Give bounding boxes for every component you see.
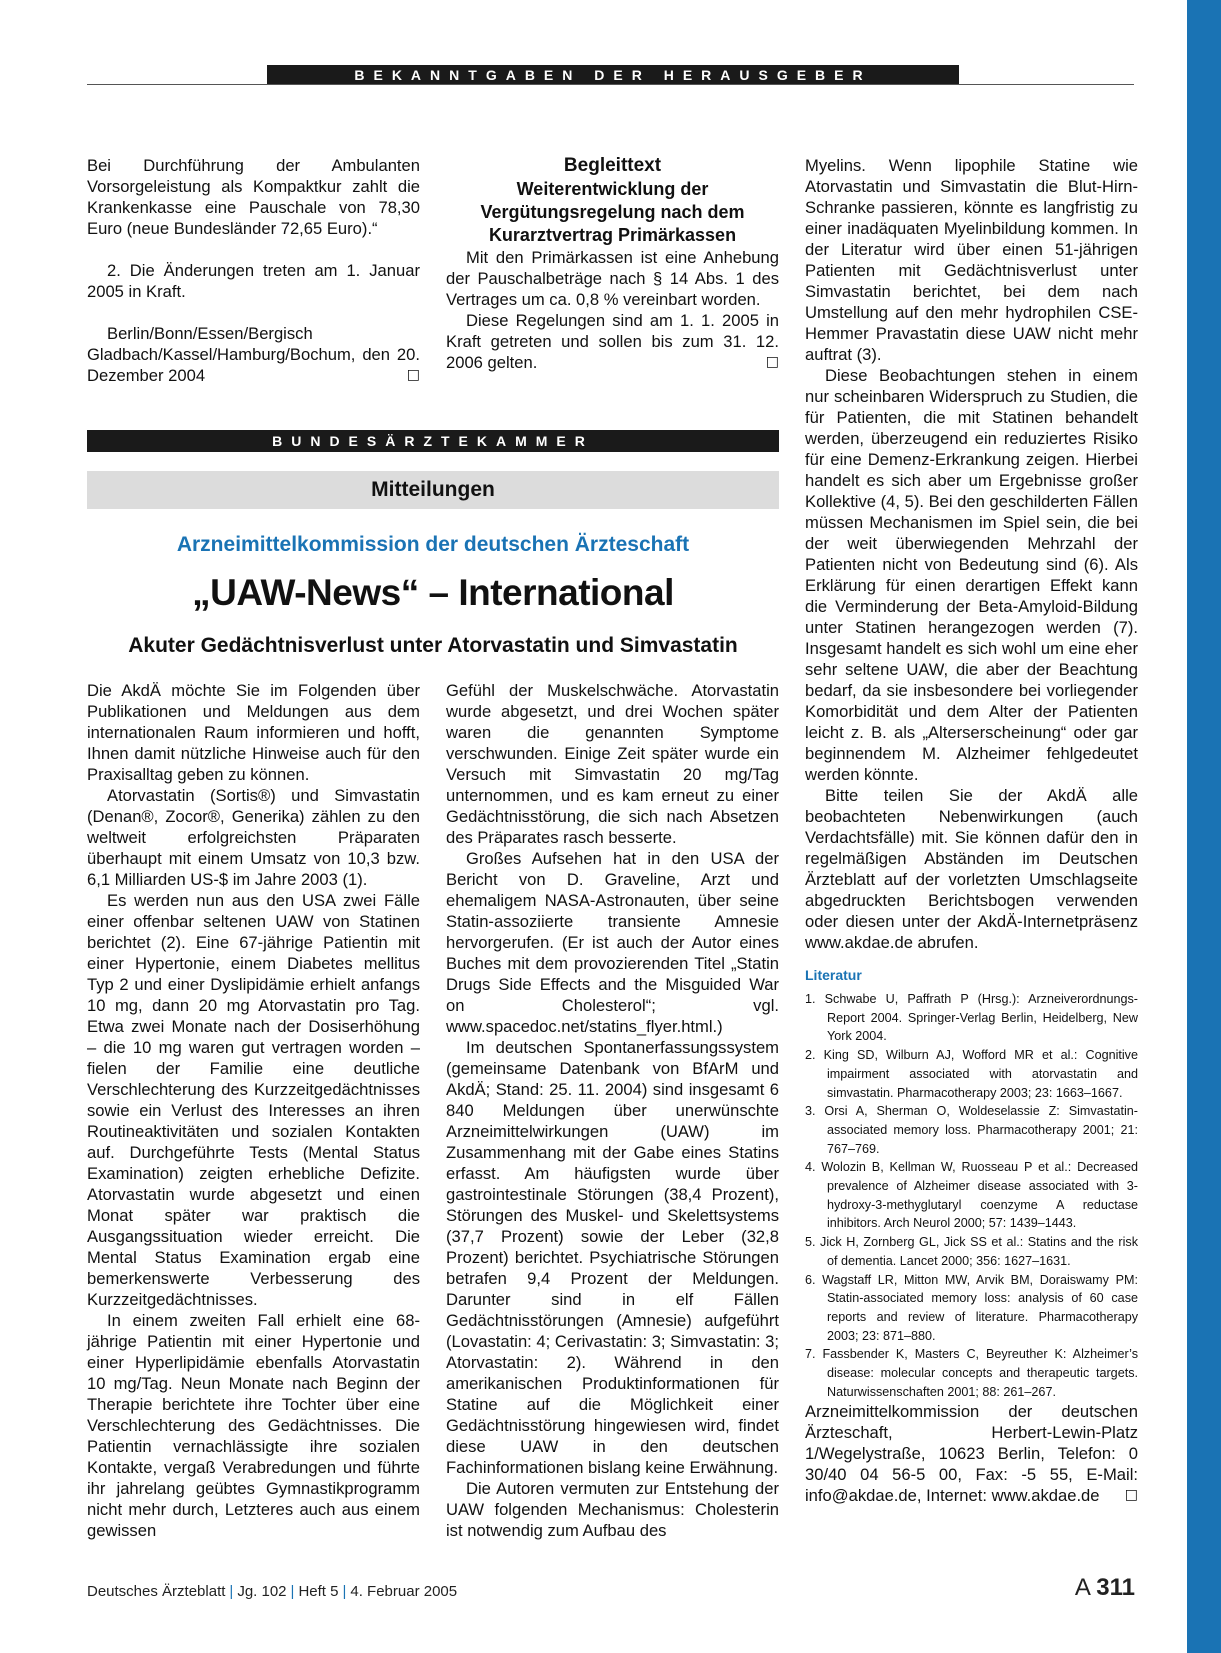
page-number-value: 311 (1096, 1574, 1135, 1601)
article-paragraph: Myelins. Wenn lipophile Statine wie Atorvastatin und Simvastatin die Blut-Hirn-Schranke passieren, könnte es langfristig zu einer inadäquaten Myelinbildung kommen. In der Literatur wird über einen 51-jährigen Patienten mit Gedächtnisverlust unter Simvastatin berichtet, bei dem nach Umstellung auf den mehr hydrophilen CSE-Hemmer Pravastatin diese UAW nicht mehr auftrat (3). (805, 156, 1138, 364)
literatur-heading: Literatur (805, 967, 862, 983)
reference-item: 4. Wolozin B, Kellman W, Ruosseau P et al.: Decreased prevalence of Alzheimer disease associated with 3-hydroxy-3-methyglutaryl coenzyme A reductase inhibitors. Arch Neurol 2000; 57: 1439–1443. (805, 1160, 1138, 1231)
top-left-paragraph-1: Bei Durchführung der Ambulanten Vorsorgeleistung als Kompaktkur zahlt die Krankenkasse eine Pauschale von 78,30 Euro (neue Bundesländer 72,65 Euro).“ (87, 156, 420, 238)
article-paragraph: Großes Aufsehen hat in den USA der Bericht von D. Graveline, Arzt und ehemaligem NASA-Astronauten, über seine Statin-assoziierte transiente Amnesie hervorgerufen. (Er ist auch der Autor eines Buches mit dem provozierenden Titel „Statin Drugs Side Effects and the Misguided War on Cholesterol“; vgl. www.spacedoc.net/statins_flyer.html.) (446, 849, 779, 1036)
article-subtitle: Akuter Gedächtnisverlust unter Atorvastatin und Simvastatin (128, 634, 738, 657)
header-rule (87, 84, 1134, 85)
article-paragraph: Die Autoren vermuten zur Entstehung der UAW folgenden Mechanismus: Cholesterin ist notwendig zum Aufbau des (446, 1479, 779, 1540)
mitteilungen-heading: Mitteilungen (87, 471, 779, 509)
reference-item: 2. King SD, Wilburn AJ, Wofford MR et al.: Cognitive impairment associated with atorvastatin and simvastatin. Pharmacotherapy 2003; 23: 1663–1667. (805, 1048, 1138, 1100)
top-left-paragraph-2: 2. Die Änderungen treten am 1. Januar 2005 in Kraft. (87, 261, 420, 301)
reference-item: 3. Orsi A, Sherman O, Woldeselassie Z: Simvastatin-associated memory loss. Pharmacotherapy 2001; 21: 767–769. (805, 1104, 1138, 1156)
top-left-paragraph-3 (87, 323, 420, 386)
footer-journal: Deutsches Ärzteblatt (87, 1583, 226, 1600)
article-paragraph: In einem zweiten Fall erhielt eine 68-jährige Patientin mit einer Hypertonie und einer Hyperlipidämie ebenfalls Atorvastatin 10 mg/Tag. Neun Monate nach Beginn der Therapie berichtete ihre Tochter über eine Verschlechterung des Gedächtnisses. Die Patientin vernachlässigte ihre sozialen Kontakte, vergaß Verabredungen und führte ihr jahrelang geübtes Gymnastikprogramm nicht mehr durch, Letzteres auch aus einem gewissen (87, 1311, 420, 1540)
reference-item: 5. Jick H, Zornberg GL, Jick SS et al.: Statins and the risk of dementia. Lancet 2000; 356: 1627–1631. (805, 1235, 1138, 1268)
reference-item: 1. Schwabe U, Paffrath P (Hrsg.): Arzneiverordnungs-Report 2004. Springer-Verlag Berlin, Heidelberg, New York 2004. (805, 992, 1138, 1044)
begleittext-subtitle: Weiterentwicklung der Vergütungsregelung nach dem Kurarztvertrag Primärkassen (480, 179, 745, 245)
end-mark-box: □ (765, 354, 779, 370)
begleittext-paragraph-1: Mit den Primärkassen ist eine Anhebung der Pauschalbeträge nach § 14 Abs. 1 des Vertrages um ca. 0,8 % vereinbart worden. (446, 248, 779, 309)
article-paragraph: Bitte teilen Sie der AkdÄ alle beobachteten Nebenwirkungen (auch Verdachtsfälle) mit. Sie können dafür den in regelmäßigen Abständen im Deutschen Ärzteblatt auf der vorletzten Umschlagseite abgedruckten Berichtsbogen verwenden oder diesen unter der AkdÄ-Internetpräsenz www.akdae.de abrufen. (805, 786, 1138, 952)
article-paragraph: Es werden nun aus den USA zwei Fälle einer offenbar seltenen UAW von Statinen berichtet (2). Eine 67-jährige Patientin mit einer Hypertonie, einem Diabetes mellitus Typ 2 und einer Dyslipidämie erhielt anfangs 10 mg, dann 20 mg Atorvastatin pro Tag. Etwa zwei Monate nach der Dosiserhöhung – die 10 mg waren gut vertragen worden – fielen der Familie eine deutliche Verschlechterung des Kurzzeitgedächtnisses sowie ein Verlust des Interesses an ihren Routineaktivitäten und sozialen Kontakten auf. Durchgeführte Tests (Mental Status Examination) zeigten erhebliche Defizite. Atorvastatin wurde abgesetzt und einen Monat später war praktisch die Ausgangssituation wieder erreicht. Die Mental Status Examination ergab eine bemerkenswerte Verbesserung des Kurzzeitgedächtnisses. (87, 891, 420, 1309)
page-prefix: A (1074, 1574, 1090, 1601)
article-title: „UAW-News“ – International (192, 572, 674, 613)
article-column-1 (87, 680, 420, 1541)
article-paragraph: Atorvastatin (Sortis®) und Simvastatin (Denan®, Zocor®, Generika) zählen zu den weltweit erfolgreichsten Präparaten überhaupt mit einem Umsatz von 10,3 bzw. 6,1 Milliarden US-$ im Jahre 2003 (1). (87, 786, 420, 889)
article-column-2 (446, 680, 779, 1541)
end-mark-box: □ (406, 367, 420, 383)
footer-date: 4. Februar 2005 (350, 1583, 458, 1600)
edge-accent-bar (1187, 0, 1221, 1653)
article-column-3 (805, 155, 1138, 1506)
akd-heading: Arzneimittelkommission der deutschen Ärzteschaft (176, 533, 690, 556)
article-paragraph: Die AkdÄ möchte Sie im Folgenden über Publikationen und Meldungen aus dem internationalen Raum informieren und hofft, Ihnen damit nützliche Hinweise auch für den Praxisalltag geben zu können. (87, 681, 420, 784)
begleittext-paragraph-2: Diese Regelungen sind am 1. 1. 2005 in Kraft getreten und sollen bis zum 31. 12. 2006 gelten. (446, 311, 779, 372)
reference-list (805, 990, 1138, 1401)
footer-issue: Heft 5 (298, 1583, 339, 1600)
reference-item: 6. Wagstaff LR, Mitton MW, Arvik BM, Doraiswamy PM: Statin-associated memory loss: analysis of 60 case reports and review of literature. Pharmacotherapy 2003; 23: 871–880. (805, 1272, 1138, 1343)
begleittext-column (446, 154, 779, 373)
footer-citation: Deutsches Ärzteblatt | Jg. 102 | Heft 5 | 4. Februar 2005 (87, 1583, 458, 1600)
reference-item: 7. Fassbender K, Masters C, Beyreuther K: Alzheimer’s disease: molecular concepts and therapeutic targets. Naturwissenschaften 2001; 88: 261–267. (805, 1347, 1138, 1399)
article-paragraph: Im deutschen Spontanerfassungssystem (gemeinsame Datenbank von BfArM und AkdÄ; Stand: 25. 11. 2004) sind insgesamt 6 840 Meldungen über unerwünschte Arzneimittelwirkungen (UAW) im Zusammenhang mit der Gabe eines Statins erfasst. Am häufigsten wurde über gastrointestinale Störungen (38,4 Prozent), Störungen des Muskel- und Skelettsystems (37,7 Prozent) sowie der Leber (32,8 Prozent) berichtet. Psychiatrische Störungen betrafen 9,4 Prozent der Meldungen. Darunter sind in elf Fällen Gedächtnisstörungen (Amnesie) aufgeführt (Lovastatin: 4; Cerivastatin: 3; Simvastatin: 3; Atorvastatin: 2). Während in den amerikanischen Produktinformationen für Statine auf die Möglichkeit einer Gedächtnisstörung hingewiesen wird, findet diese UAW in den deutschen Fachinformationen bislang keine Erwähnung. (446, 1038, 779, 1477)
begleittext-title: Begleittext (563, 155, 662, 176)
top-left-column (87, 155, 420, 386)
page-number (1075, 1574, 1135, 1602)
footer-volume: Jg. 102 (237, 1583, 287, 1600)
header-section-band: BEKANNTGABEN DER HERAUSGEBER (267, 65, 959, 85)
article-paragraph: Diese Beobachtungen stehen in einem nur scheinbaren Widerspruch zu Studien, die für Patienten, die mit Statinen behandelt werden, überzeugend ein reduziertes Risiko für eine Demenz-Erkrankung zeigen. Hierbei handelt es sich aber um Ergebnisse großer Kollektive (4, 5). Bei den geschilderten Fällen müssen Mechanismen im Spiel sein, die bei der weit überwiegenden Mehrzahl der Patienten nicht von Bedeutung sind (6). Als Erklärung für einen derartigen Effekt kann die Verminderung der Beta-Amyloid-Bildung unter Statinen herangezogen werden (7). Insgesamt handelt es sich wohl um eine eher sehr seltene UAW, die aber der Beachtung bedarf, da sie insbesondere bei vorliegender Komorbidität und dem Alter der Patienten leicht z. B. als „Alterserscheinung“ oder gar beginnendem M. Alzheimer fehlgedeutet werden könnte. (805, 366, 1138, 784)
bundesaerztekammer-band: BUNDESÄRZTEKAMMER (87, 430, 779, 452)
end-mark-box: □ (1124, 1487, 1138, 1504)
article-paragraph: Gefühl der Muskelschwäche. Atorvastatin wurde abgesetzt, und drei Wochen später waren die genannten Symptome verschwunden. Einige Zeit später wurde ein Versuch mit Simvastatin 20 mg/Tag unternommen, und es kam erneut zu einer Gedächtnisstörung, die sich nach Absetzen des Präparates rasch besserte. (446, 681, 779, 847)
contact-info: Arzneimittelkommission der deutschen Ärzteschaft, Herbert-Lewin-Platz 1/Wegelystraße, 10623 Berlin, Telefon: 0 30/40 04 56-5 00, Fax: -5 55, E-Mail: info@akdae.de, Internet: www.akdae.de (805, 1402, 1138, 1506)
top-left-signoff: Berlin/Bonn/Essen/Bergisch Gladbach/Kassel/Hamburg/Bochum, den 20. Dezember 2004 (87, 324, 420, 385)
